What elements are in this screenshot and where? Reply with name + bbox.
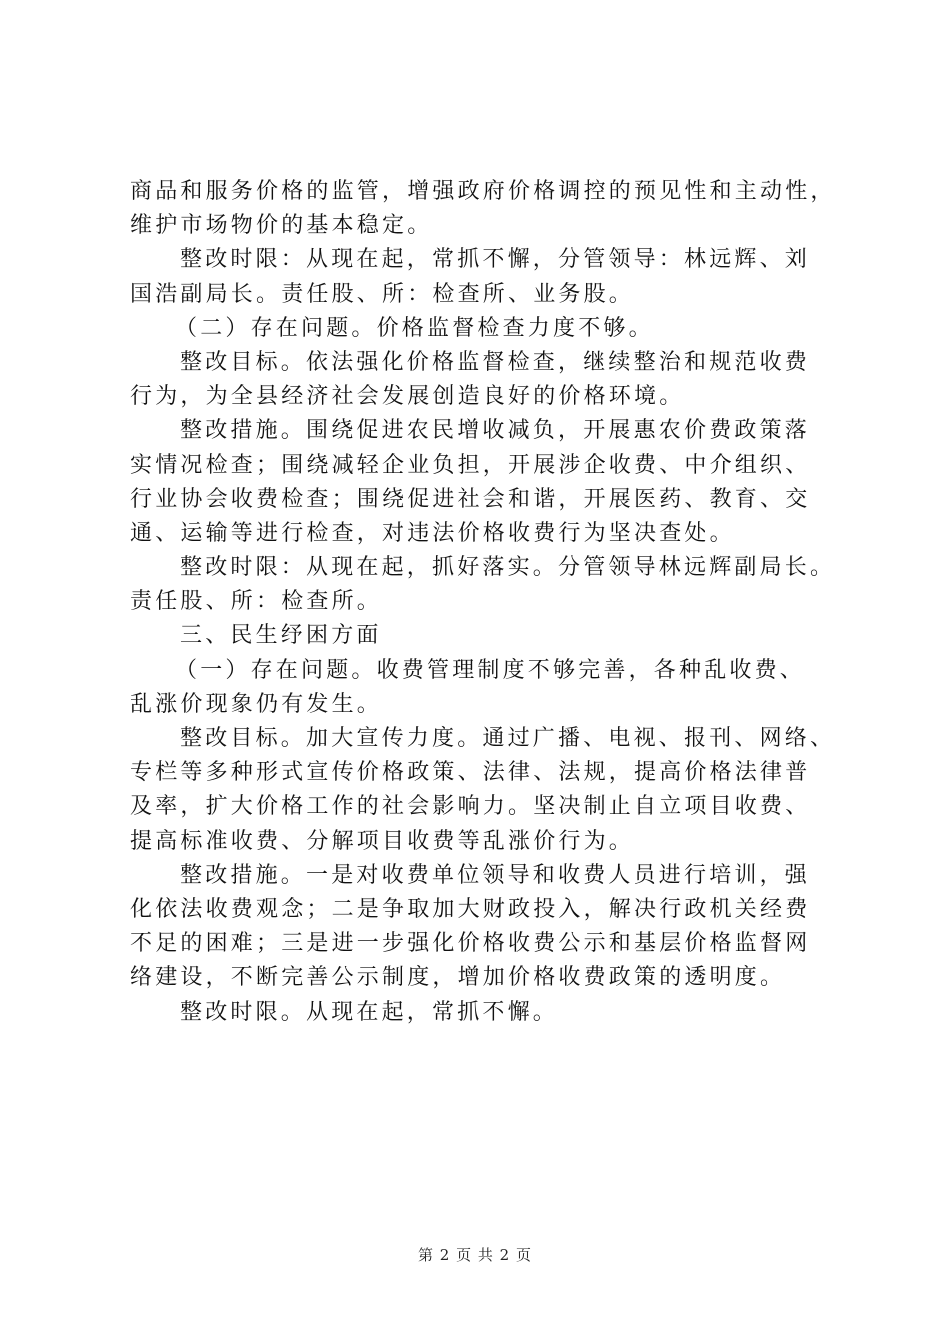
text-line: 国浩副局长。责任股、所：检查所、业务股。: [130, 281, 635, 307]
text-line: 化依法收费观念；二是争取加大财政投入，解决行政机关经费: [130, 896, 811, 922]
text-line: 整改时限：从现在起，抓好落实。分管领导林远辉副局长。: [180, 555, 836, 581]
text-line: 商品和服务价格的监管，增强政府价格调控的预见性和主动性，: [130, 179, 836, 204]
section-heading: （一）存在问题。收费管理制度不够完善，各种乱收费、: [175, 657, 806, 683]
text-line: 实情况检查；围绕减轻企业负担，开展涉企收费、中介组织、: [130, 452, 811, 478]
text-line: 不足的困难；三是进一步强化价格收费公示和基层价格监督网: [130, 931, 811, 957]
text-line: 络建设，不断完善公示制度，增加价格收费政策的透明度。: [130, 965, 786, 991]
text-line: 责任股、所：检查所。: [130, 589, 383, 615]
page-number-footer: 第 2 页 共 2 页: [418, 1246, 532, 1264]
section-heading: （二）存在问题。价格监督检查力度不够。: [175, 315, 654, 341]
text-line: 通、运输等进行检查，对违法价格收费行为坚决查处。: [130, 520, 735, 546]
document-body: [130, 175, 865, 1030]
text-line: 整改时限。从现在起，常抓不懈。: [180, 999, 559, 1025]
text-line: 整改时限：从现在起，常抓不懈，分管领导：林远辉、刘: [180, 247, 811, 273]
text-line: 专栏等多种形式宣传价格政策、法律、法规，提高价格法律普: [130, 760, 811, 786]
text-line: 及率，扩大价格工作的社会影响力。坚决制止自立项目收费、: [130, 794, 811, 820]
text-line: 行为，为全县经济社会发展创造良好的价格环境。: [130, 384, 685, 410]
text-line: 整改措施。一是对收费单位领导和收费人员进行培训，强: [180, 862, 811, 888]
text-line: 整改目标。依法强化价格监督检查，继续整治和规范收费: [180, 349, 811, 375]
text-line: 乱涨价现象仍有发生。: [130, 691, 383, 717]
text-line: 整改目标。加大宣传力度。通过广播、电视、报刊、网络、: [180, 726, 836, 751]
text-line: 提高标准收费、分解项目收费等乱涨价行为。: [130, 828, 635, 854]
text-line: 维护市场物价的基本稳定。: [130, 213, 433, 239]
text-line: 行业协会收费检查；围绕促进社会和谐，开展医药、教育、交: [130, 486, 811, 512]
section-heading: 三、民生纾困方面: [180, 623, 382, 649]
text-line: 整改措施。围绕促进农民增收减负，开展惠农价费政策落: [180, 418, 811, 444]
